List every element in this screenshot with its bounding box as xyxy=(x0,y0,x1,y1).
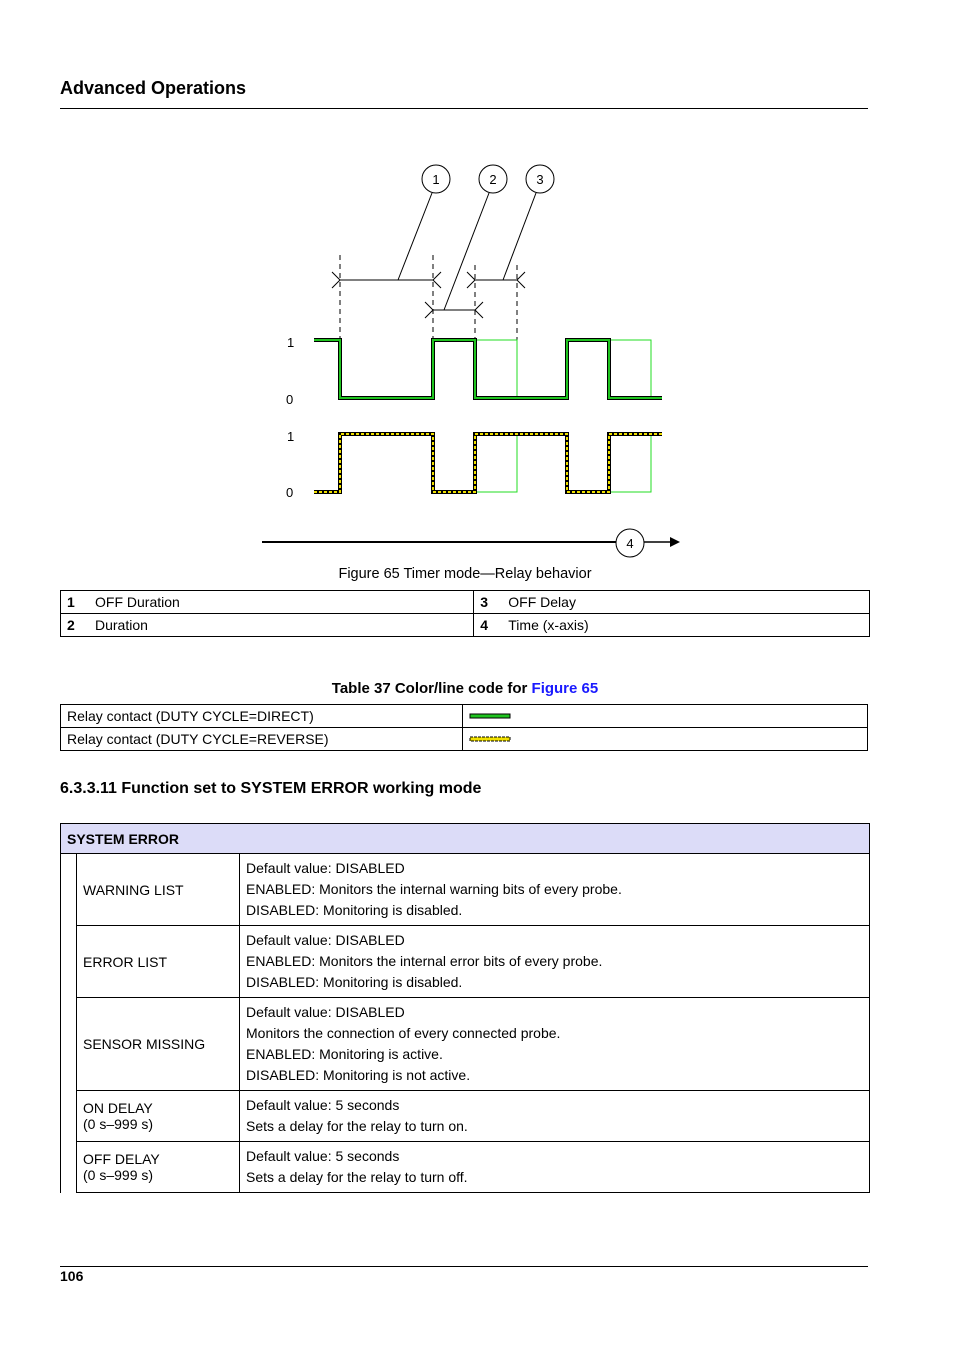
table-row xyxy=(61,728,868,751)
footer-rule xyxy=(60,1266,868,1267)
reverse-waveform xyxy=(314,434,662,492)
dimension-lines xyxy=(332,272,525,318)
arrow-head-icon xyxy=(670,537,680,547)
direct-waveform xyxy=(314,340,662,398)
color-code-label: Relay contact (DUTY CYCLE=DIRECT) xyxy=(61,705,463,728)
system-error-table xyxy=(60,823,870,1193)
table-row xyxy=(61,926,870,998)
setting-name: WARNING LIST xyxy=(77,854,240,926)
desc-line: Sets a delay for the relay to turn on. xyxy=(246,1118,468,1134)
setting-name: ERROR LIST xyxy=(77,926,240,998)
legend-label: Duration xyxy=(89,614,474,637)
reverse-line-swatch xyxy=(469,734,513,744)
desc-line: DISABLED: Monitoring is disabled. xyxy=(246,974,463,990)
desc-line: Default value: DISABLED xyxy=(246,1004,405,1020)
setting-description xyxy=(240,998,870,1091)
dashed-guides xyxy=(340,255,517,340)
callout-2-label: 2 xyxy=(489,172,497,187)
desc-line: Default value: DISABLED xyxy=(246,860,405,876)
figure-legend-table xyxy=(60,590,870,637)
legend-label: OFF Duration xyxy=(89,591,474,614)
reverse-extension-boxes xyxy=(475,434,651,492)
desc-line: Default value: 5 seconds xyxy=(246,1148,400,1164)
table-header-row xyxy=(61,824,870,854)
color-code-label: Relay contact (DUTY CYCLE=REVERSE) xyxy=(61,728,463,751)
setting-name-text: OFF DELAY xyxy=(83,1151,160,1167)
setting-name xyxy=(77,1091,240,1142)
setting-description xyxy=(240,1142,870,1193)
legend-num: 3 xyxy=(474,591,503,614)
callout-3 xyxy=(526,165,554,193)
setting-description xyxy=(240,926,870,998)
setting-name-text: ON DELAY xyxy=(83,1100,153,1116)
callout-3-label: 3 xyxy=(536,172,544,187)
system-error-header: SYSTEM ERROR xyxy=(61,824,870,854)
desc-line: ENABLED: Monitors the internal error bits of every probe. xyxy=(246,953,603,969)
table-row xyxy=(61,614,870,637)
desc-line: ENABLED: Monitoring is active. xyxy=(246,1046,443,1062)
reverse-swatch-cell xyxy=(463,728,868,751)
desc-line: Default value: DISABLED xyxy=(246,932,405,948)
setting-description xyxy=(240,1091,870,1142)
desc-line: DISABLED: Monitoring is disabled. xyxy=(246,902,463,918)
direct-line-swatch xyxy=(469,711,513,721)
table-row xyxy=(61,705,868,728)
level-low-label-1: 0 xyxy=(286,392,294,407)
level-low-label-2: 0 xyxy=(286,485,294,500)
desc-line: Sets a delay for the relay to turn off. xyxy=(246,1169,468,1185)
timer-mode-figure xyxy=(0,0,954,600)
figure-caption: Figure 65 Timer mode—Relay behavior xyxy=(338,566,592,582)
setting-name xyxy=(77,1142,240,1193)
time-axis xyxy=(262,529,680,557)
direct-extension-boxes xyxy=(475,340,651,398)
level-high-label-1: 1 xyxy=(287,335,295,350)
legend-num: 1 xyxy=(61,591,90,614)
level-high-label-2: 1 xyxy=(287,429,295,444)
table-row xyxy=(61,1091,870,1142)
legend-label: OFF Delay xyxy=(502,591,869,614)
table-row xyxy=(61,1142,870,1193)
desc-line: ENABLED: Monitors the internal warning bits of every probe. xyxy=(246,881,622,897)
section-title: 6.3.3.11 Function set to SYSTEM ERROR working mode xyxy=(60,780,482,797)
table-row xyxy=(61,854,870,926)
desc-line: Monitors the connection of every connected probe. xyxy=(246,1025,561,1041)
figure-65-link[interactable]: Figure 65 xyxy=(531,680,599,697)
desc-line: Default value: 5 seconds xyxy=(246,1097,400,1113)
callout-1 xyxy=(422,165,450,193)
leader-lines xyxy=(398,193,536,310)
direct-swatch-cell xyxy=(463,705,868,728)
page-header-title: Advanced Operations xyxy=(60,78,247,98)
callout-1-label: 1 xyxy=(432,172,440,187)
table-row xyxy=(61,998,870,1091)
table-37-caption-text: Table 37 Color/line code for xyxy=(331,680,532,697)
table-row xyxy=(61,591,870,614)
setting-range: (0 s–999 s) xyxy=(83,1167,154,1183)
setting-range: (0 s–999 s) xyxy=(83,1116,154,1132)
callout-2 xyxy=(479,165,507,193)
page-number: 106 xyxy=(60,1268,84,1284)
callout-4-label: 4 xyxy=(626,536,634,551)
legend-label: Time (x-axis) xyxy=(502,614,869,637)
setting-description xyxy=(240,854,870,926)
table-37-caption xyxy=(0,680,930,697)
color-code-table xyxy=(60,704,868,751)
legend-num: 4 xyxy=(474,614,503,637)
setting-name: SENSOR MISSING xyxy=(77,998,240,1091)
legend-num: 2 xyxy=(61,614,90,637)
desc-line: DISABLED: Monitoring is not active. xyxy=(246,1067,471,1083)
